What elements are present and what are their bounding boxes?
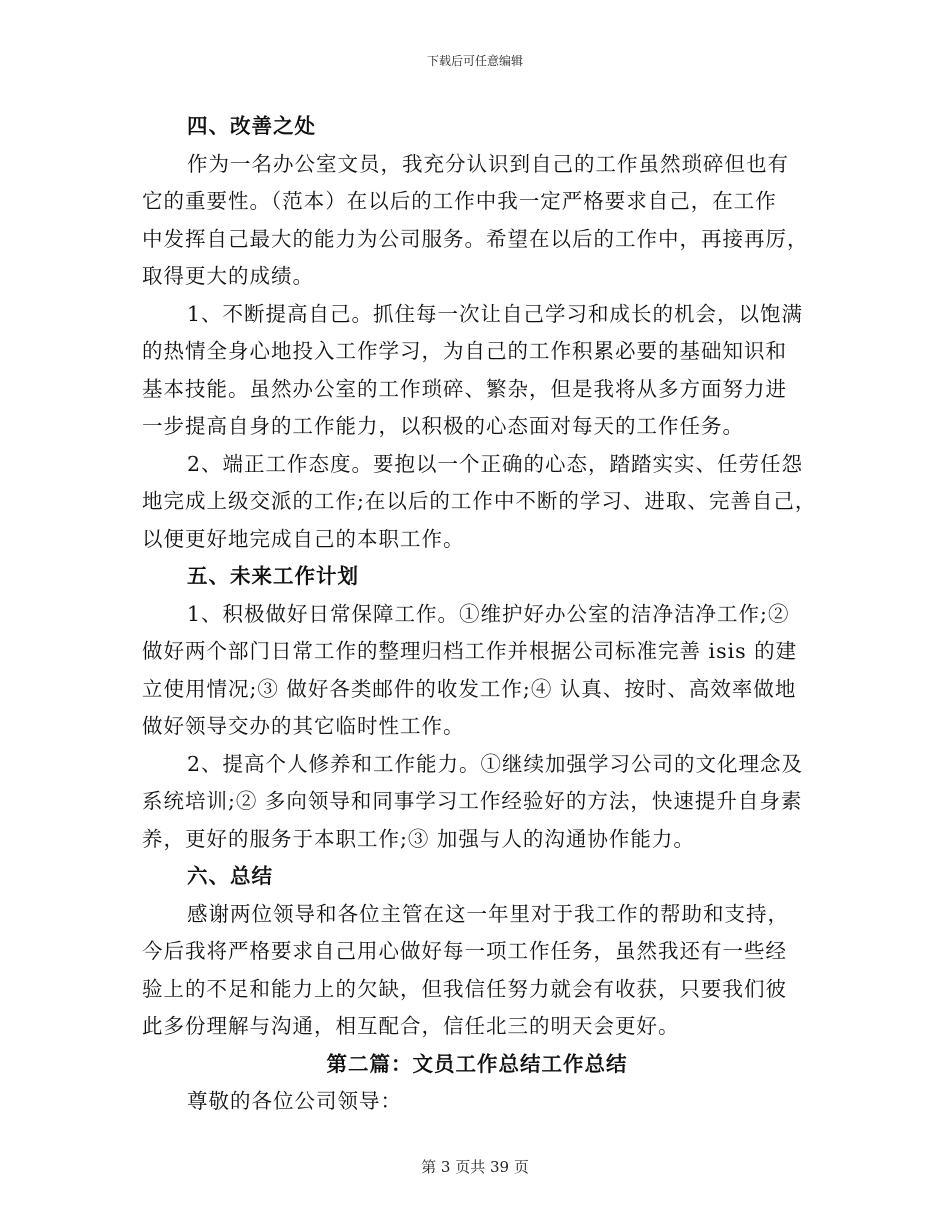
paragraph-line: 做好两个部门日常工作的整理归档工作并根据公司标准完善 isis 的建: [142, 639, 798, 663]
paragraph-line: 此多份理解与沟通，相互配合，信任北三的明天会更好。: [142, 1014, 680, 1038]
paragraph-line: 今后我将严格要求自己用心做好每一项工作任务，虽然我还有一些经: [142, 939, 787, 963]
paragraph-line: 作为一名办公室文员，我充分认识到自己的工作虽然琐碎但也有: [187, 151, 789, 176]
paragraph-line: 一步提高自身的工作能力，以积极的心态面对每天的工作任务。: [142, 414, 744, 438]
page-number: 第 3 页共 39 页: [421, 1158, 529, 1176]
paragraph-line: 中发挥自己最大的能力为公司服务。希望在以后的工作中，再接再厉，: [142, 226, 809, 251]
paragraph-line: 尊敬的各位公司领导：: [187, 1089, 402, 1113]
paragraph-line: 取得更大的成绩。: [142, 264, 314, 288]
paragraph-line: 以便更好地完成自己的本职工作。: [142, 526, 465, 551]
section-heading: 五、未来工作计划: [187, 564, 359, 588]
paragraph-line: 1、积极做好日常保障工作。①维护好办公室的洁净洁净工作;②: [187, 601, 790, 626]
paragraph-line: 做好领导交办的其它临时性工作。: [142, 714, 465, 738]
document-body: [142, 108, 817, 1121]
paragraph-line: 基本技能。虽然办公室的工作琐碎、繁杂，但是我将从多方面努力进: [142, 376, 787, 401]
chapter-title: 第二篇：文员工作总结工作总结: [326, 1051, 628, 1076]
paragraph-line: 验上的不足和能力上的欠缺，但我信任努力就会有收获，只要我们彼: [142, 976, 787, 1001]
header-note: 下载后可任意编辑: [426, 54, 523, 68]
paragraph-line: 养，更好的服务于本职工作;③ 加强与人的沟通协作能力。: [142, 826, 695, 851]
paragraph-line: 的热情全身心地投入工作学习，为自己的工作积累必要的基础知识和: [142, 339, 787, 363]
paragraph-line: 2、端正工作态度。要抱以一个正确的心态，踏踏实实、任劳任怨: [187, 451, 804, 476]
paragraph-line: 地完成上级交派的工作;在以后的工作中不断的学习、进取、完善自己，: [142, 489, 817, 513]
section-heading: 六、总结: [187, 864, 273, 888]
section-heading: 四、改善之处: [187, 114, 316, 138]
paragraph-line: 立使用情况;③ 做好各类邮件的收发工作;④ 认真、按时、高效率做地: [142, 676, 797, 701]
paragraph-line: 2、提高个人修养和工作能力。①继续加强学习公司的文化理念及: [187, 751, 804, 776]
paragraph-line: 它的重要性。（范本）在以后的工作中我一定严格要求自己，在工作: [142, 189, 777, 213]
paragraph-line: 感谢两位领导和各位主管在这一年里对于我工作的帮助和支持，: [187, 901, 789, 926]
paragraph-line: 1、不断提高自己。抓住每一次让自己学习和成长的机会，以饱满: [187, 301, 804, 326]
paragraph-line: 系统培训;② 多向领导和同事学习工作经验好的方法，快速提升自身素: [142, 789, 803, 813]
